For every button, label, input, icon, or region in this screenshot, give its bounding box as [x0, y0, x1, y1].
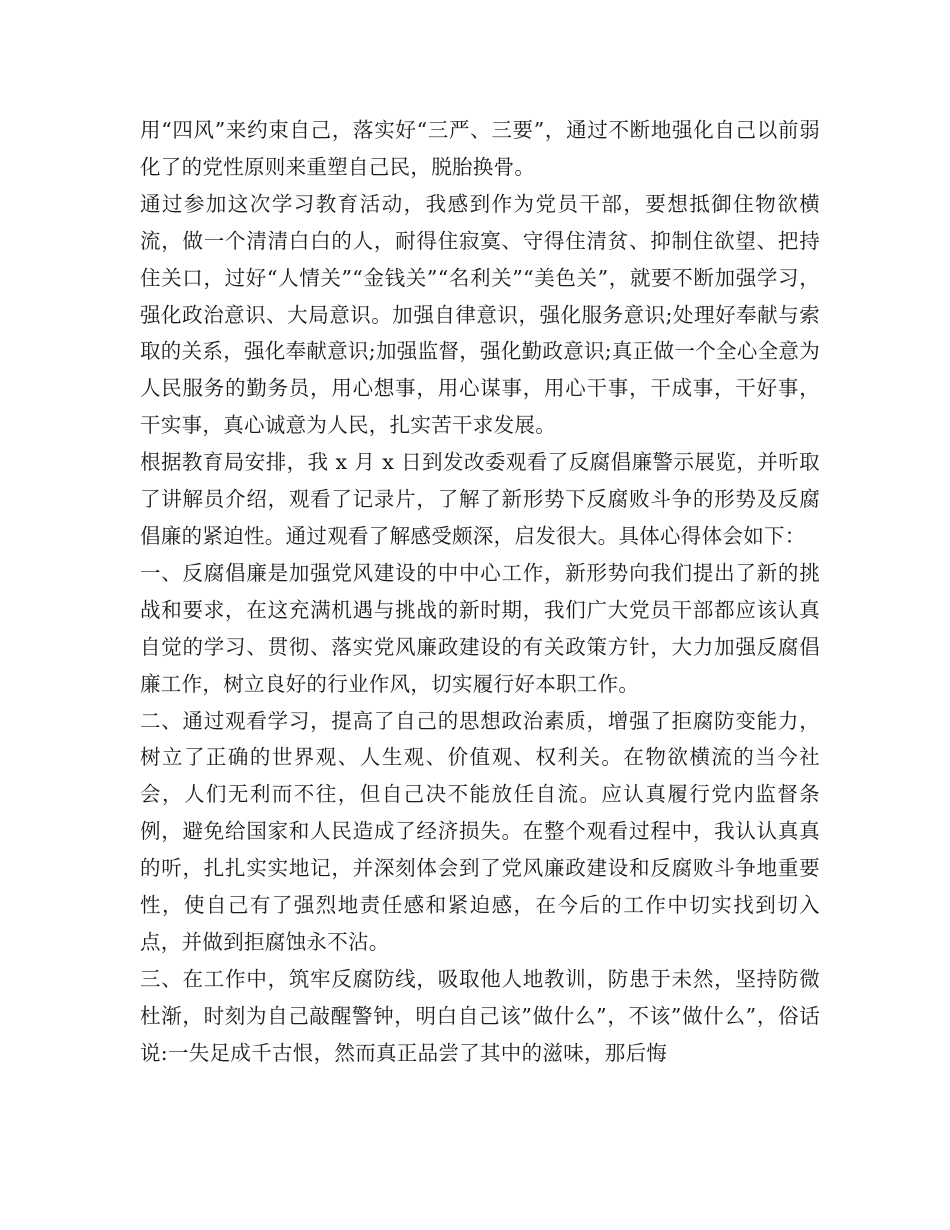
- paragraph-2: 通过参加这次学习教育活动，我感到作为党员干部，要想抵御住物欲横流，做一个清清白白的人，耐得住寂寞、守得住清贫、抑制住欲望、把持住关口，过好“人情关”“金钱关”“名利关”“美色关”，就要不断加强学习，强化政治意识、大局意识。加强自律意识，强化服务意识;处理好奉献与索取的关系，强化奉献意识;加强监督，强化勤政意识;真正做一个全心全意为人民服务的勤务员，用心想事，用心谋事，用心干事，干成事，干好事，干实事，真心诚意为人民，扎实苦干求发展。: [140, 191, 821, 438]
- paragraph-3: 根据教育局安排，我 x 月 x 日到发改委观看了反腐倡廉警示展览，并听取了讲解员介绍，观看了记录片，了解了新形势下反腐败斗争的形势及反腐倡廉的紧迫性。通过观看了解感受颇深，启发很大。具体心得体会如下：: [140, 450, 820, 548]
- paragraph-6: 三、在工作中，筑牢反腐防线，吸取他人地教训，防患于未然，坚持防微杜渐，时刻为自己敲醒警钟，明白自己该”做什么”，不该”做什么”，俗话说:一失足成千古恨，然而真正品尝了其中的滋味，那后悔: [140, 966, 820, 1065]
- paragraph-4: 一、反腐倡廉是加强党风建设的中中心工作，新形势向我们提出了新的挑战和要求，在这充满机遇与挑战的新时期，我们广大党员干部都应该认真自觉的学习、贯彻、落实党风廉政建设的有关政策方针，大力加强反腐倡廉工作，树立良好的行业作风，切实履行好本职工作。: [140, 560, 820, 696]
- document-body: [140, 112, 820, 1072]
- paragraph-5: 二、通过观看学习，提高了自己的思想政治素质，增强了拒腐防变能力，树立了正确的世界观、人生观、价值观、权利关。在物欲横流的当今社会，人们无利而不往，但自己决不能放任自流。应认真履行党内监督条例，避免给国家和人民造成了经济损失。在整个观看过程中，我认认真真的听，扎扎实实地记，并深刻体会到了党风廉政建设和反腐败斗争地重要性，使自己有了强烈地责任感和紧迫感，在今后的工作中切实找到切入点，并做到拒腐蚀永不沾。: [140, 708, 820, 954]
- paragraph-1: 用“四风”来约束自己，落实好“三严、三要”，通过不断地强化自己以前弱化了的党性原则来重塑自己民，脱胎换骨。: [140, 118, 820, 179]
